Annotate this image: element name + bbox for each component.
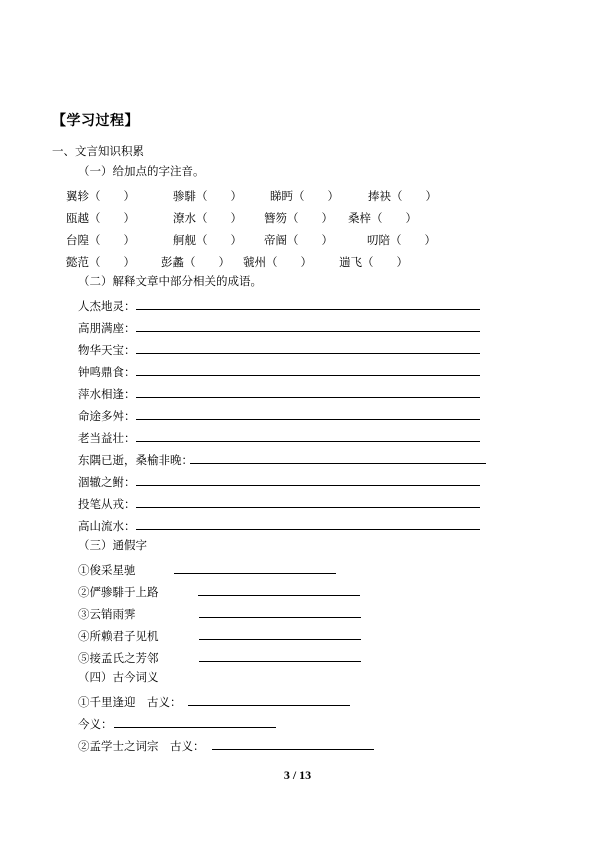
pronunciation-item: 睇眄（ ） (270, 189, 339, 203)
tongjiazi-label: ⑤接孟氏之芳邻 (78, 651, 159, 665)
page-number: 3 / 13 (283, 768, 312, 782)
pronunciation-item: 虢州（ ） (243, 255, 312, 269)
pronunciation-item: 骖騑（ ） (173, 189, 242, 203)
section-title: 一、文言知识积累 (52, 144, 144, 158)
tongjiazi-item (78, 584, 159, 598)
tongjiazi-item (78, 562, 136, 576)
word-meaning-item (78, 716, 113, 730)
idiom-item (78, 320, 136, 334)
part2-title: （二）解释文章中部分相关的成语。 (78, 274, 262, 288)
word-meaning-item (78, 738, 205, 752)
part4-title: （四）古今词义 (78, 670, 159, 684)
answer-line[interactable] (212, 749, 374, 750)
pronunciation-item: 懿范（ ） (66, 255, 135, 269)
answer-line[interactable] (190, 463, 486, 464)
idiom-item (78, 496, 136, 510)
pronunciation-item: 舸舰（ ） (173, 233, 242, 247)
section-heading: 【学习过程】 (52, 113, 139, 129)
idiom-item (78, 518, 136, 532)
idiom-label: 物华天宝： (78, 343, 136, 357)
tongjiazi-label: ②俨骖騑于上路 (78, 585, 159, 599)
part3-title: （三）通假字 (78, 538, 147, 552)
tongjiazi-label: ③云销雨霁 (78, 607, 136, 621)
answer-line[interactable] (136, 397, 480, 398)
idiom-item (78, 342, 136, 356)
part1-title: （一）给加点的字注音。 (78, 164, 205, 178)
word-meaning-label: ①千里逢迎 古义： (78, 695, 182, 709)
answer-line[interactable] (199, 639, 361, 640)
idiom-label: 高山流水： (78, 519, 136, 533)
idiom-label: 涸辙之鲋： (78, 475, 136, 489)
idiom-label: 投笔从戎： (78, 497, 136, 511)
answer-line[interactable] (136, 353, 480, 354)
pronunciation-item: 潦水（ ） (173, 211, 242, 225)
pronunciation-item: 彭蠡（ ） (161, 255, 230, 269)
tongjiazi-item (78, 606, 136, 620)
pronunciation-item: 叨陪（ ） (367, 233, 436, 247)
pronunciation-item: 遄飞（ ） (339, 255, 408, 269)
answer-line[interactable] (188, 705, 350, 706)
answer-line[interactable] (174, 573, 336, 574)
idiom-label: 命途多舛： (78, 409, 136, 423)
word-meaning-item (78, 694, 182, 708)
pronunciation-item: 帝阍（ ） (264, 233, 333, 247)
answer-line[interactable] (136, 331, 480, 332)
pronunciation-item: 桑梓（ ） (348, 211, 417, 225)
answer-line[interactable] (199, 617, 361, 618)
tongjiazi-item (78, 650, 159, 664)
pronunciation-item: 簪笏（ ） (264, 211, 333, 225)
idiom-label: 高朋满座： (78, 321, 136, 335)
answer-line[interactable] (114, 727, 276, 728)
answer-line[interactable] (136, 309, 480, 310)
tongjiazi-label: ①俊采星驰 (78, 563, 136, 577)
answer-line[interactable] (198, 595, 360, 596)
pronunciation-item: 台隍（ ） (66, 233, 135, 247)
pronunciation-item: 捧袂（ ） (368, 189, 437, 203)
idiom-label: 萍水相逢： (78, 387, 136, 401)
idiom-item (78, 298, 136, 312)
idiom-item (78, 430, 136, 444)
answer-line[interactable] (136, 485, 480, 486)
idiom-item (78, 364, 136, 378)
pronunciation-item: 翼轸（ ） (66, 189, 135, 203)
idiom-label: 人杰地灵： (78, 299, 136, 313)
pronunciation-item: 瓯越（ ） (66, 211, 135, 225)
idiom-item (78, 474, 136, 488)
idiom-item (78, 408, 136, 422)
idiom-item (78, 386, 136, 400)
answer-line[interactable] (136, 419, 480, 420)
answer-line[interactable] (136, 375, 480, 376)
word-meaning-label: 今义： (78, 717, 113, 731)
idiom-label: 老当益壮： (78, 431, 136, 445)
answer-line[interactable] (136, 529, 480, 530)
word-meaning-label: ②孟学士之词宗 古义： (78, 739, 205, 753)
answer-line[interactable] (136, 441, 480, 442)
answer-line[interactable] (136, 507, 480, 508)
tongjiazi-label: ④所赖君子见机 (78, 629, 159, 643)
idiom-item (78, 452, 193, 466)
idiom-label: 钟鸣鼎食： (78, 365, 136, 379)
answer-line[interactable] (199, 661, 361, 662)
idiom-label: 东隅已逝，桑榆非晚： (78, 453, 193, 467)
tongjiazi-item (78, 628, 159, 642)
